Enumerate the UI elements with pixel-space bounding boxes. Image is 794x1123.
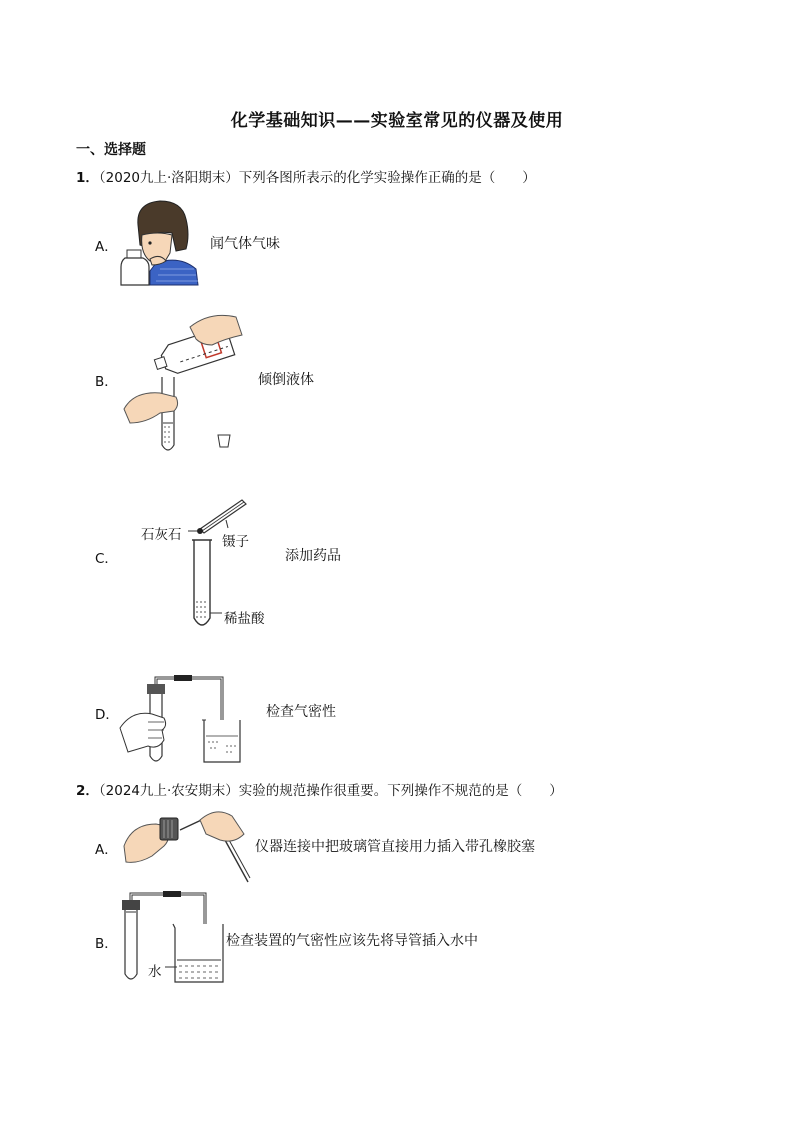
question-1-stem bbox=[76, 166, 536, 186]
question-2-text: （2024九上·农安期末）实验的规范操作很重要。下列操作不规范的是（ ） bbox=[98, 783, 563, 799]
q2-option-a-caption: 仪器连接中把玻璃管直接用力插入带孔橡胶塞 bbox=[255, 839, 535, 855]
q1-option-a-caption: 闻气体气味 bbox=[210, 236, 280, 252]
smell-gas-illustration bbox=[120, 195, 202, 287]
question-1-text: （2020九上·洛阳期末）下列各图所表示的化学实验操作正确的是（ ） bbox=[98, 170, 536, 186]
q1-option-c-letter: C． bbox=[95, 551, 118, 567]
q2-option-b-letter: B． bbox=[95, 936, 118, 952]
page-title: 化学基础知识——实验室常见的仪器及使用 bbox=[230, 111, 564, 131]
airtightness-beaker-illustration bbox=[115, 888, 230, 988]
question-1-number: 1． bbox=[76, 170, 99, 186]
q2-option-a-letter: A． bbox=[95, 842, 118, 858]
dilute-hcl-label: 稀盐酸 bbox=[224, 611, 265, 627]
airtightness-check-illustration bbox=[118, 670, 248, 770]
q1-option-c-caption: 添加药品 bbox=[285, 548, 341, 564]
q1-option-d-caption: 检查气密性 bbox=[266, 704, 336, 720]
water-label: 水 bbox=[148, 964, 162, 980]
section-heading: 一、选择题 bbox=[76, 142, 146, 158]
q1-option-b-caption: 倾倒液体 bbox=[258, 372, 314, 388]
tweezers-label: 镊子 bbox=[222, 534, 249, 550]
q1-option-a-letter: A． bbox=[95, 239, 118, 255]
question-2-number: 2． bbox=[76, 783, 99, 799]
question-2-stem bbox=[76, 779, 563, 799]
q1-option-b-letter: B． bbox=[95, 374, 118, 390]
q1-option-d-letter: D． bbox=[95, 707, 119, 723]
pouring-liquid-illustration bbox=[120, 305, 250, 455]
glass-tube-insertion-illustration bbox=[122, 806, 252, 888]
q2-option-b-caption: 检查装置的气密性应该先将导管插入水中 bbox=[226, 933, 478, 949]
limestone-label: 石灰石 bbox=[141, 527, 182, 543]
